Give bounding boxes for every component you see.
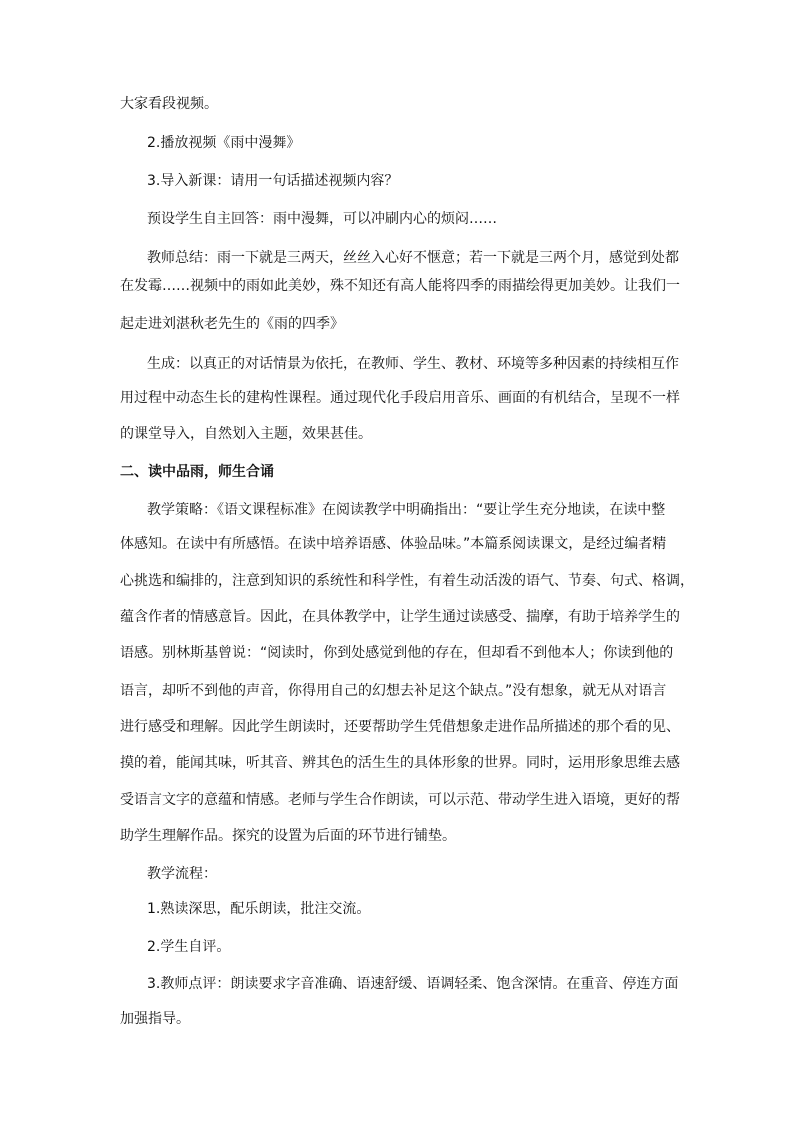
paragraph-line: 语感。别林斯基曾说：“阅读时，你到处感觉到他的存在，但却看不到他本人；你读到他的	[120, 645, 674, 661]
paragraph-line: 加强指导。	[120, 1011, 190, 1027]
paragraph-line: 预设学生自主回答：雨中漫舞，可以冲刷内心的烦闷……	[147, 211, 497, 227]
paragraph-line: 心挑选和编排的，注意到知识的系统性和科学性，有着生动活泼的语气、节奏、句式、格调，	[120, 573, 694, 589]
paragraph-line: 用过程中动态生长的建构性课程。通过现代化手段启用音乐、画面的有机结合，呈现不一样	[120, 390, 680, 406]
paragraph-line: 大家看段视频。	[120, 96, 218, 112]
paragraph-line: 教学流程：	[147, 866, 217, 882]
paragraph-line: 受语言文字的意蕴和情感。老师与学生合作朗读，可以示范、带动学生进入语境，更好的帮	[120, 792, 680, 808]
paragraph-line: 起走进刘湛秋老先生的《雨的四季》	[120, 316, 344, 332]
section-heading: 二、读中品雨，师生合诵	[120, 464, 274, 480]
paragraph-line: 教师总结：雨一下就是三两天，丝丝入心好不惬意；若一下就是三两个月，感觉到处都	[147, 250, 679, 266]
paragraph-line: 进行感受和理解。因此学生朗读时，还要帮助学生凭借想象走进作品所描述的那个看的见、	[120, 719, 680, 735]
paragraph-line: 在发霉……视频中的雨如此美妙，殊不知还有高人能将四季的雨描绘得更加美妙。让我们一	[120, 278, 680, 294]
list-item: 3.教师点评：朗读要求字音准确、语速舒缓、语调轻柔、饱含深情。在重音、停连方面	[147, 976, 679, 992]
paragraph-line: 生成：以真正的对话情景为依托，在教师、学生、教材、环境等多种因素的持续相互作	[147, 356, 679, 372]
paragraph-line: 3.导入新课：请用一句话描述视频内容？	[147, 173, 399, 189]
paragraph-line: 助学生理解作品。探究的设置为后面的环节进行铺垫。	[120, 828, 456, 844]
paragraph-line: 2.播放视频《雨中漫舞》	[147, 135, 301, 151]
paragraph-line: 体感知。在读中有所感悟。在读中培养语感、体验品味。”本篇系阅读课文，是经过编者精	[120, 536, 667, 552]
paragraph-line: 摸的着，能闻其味，听其音、辨其色的活生生的具体形象的世界。同时，运用形象思维去感	[120, 755, 680, 771]
paragraph-line: 语言，却听不到他的声音，你得用自己的幻想去补足这个缺点。”没有想象，就无从对语言	[120, 683, 667, 699]
list-item: 2.学生自评。	[147, 939, 231, 955]
list-item: 1.熟读深思，配乐朗读，批注交流。	[147, 901, 371, 917]
paragraph-line: 的课堂导入，自然划入主题，效果甚佳。	[120, 426, 372, 442]
paragraph-line: 蕴含作者的情感意旨。因此，在具体教学中，让学生通过读感受、揣摩，有助于培养学生的	[120, 609, 680, 625]
paragraph-line: 教学策略：《语文课程标准》在阅读教学中明确指出：“要让学生充分地读，在读中整	[147, 502, 666, 518]
